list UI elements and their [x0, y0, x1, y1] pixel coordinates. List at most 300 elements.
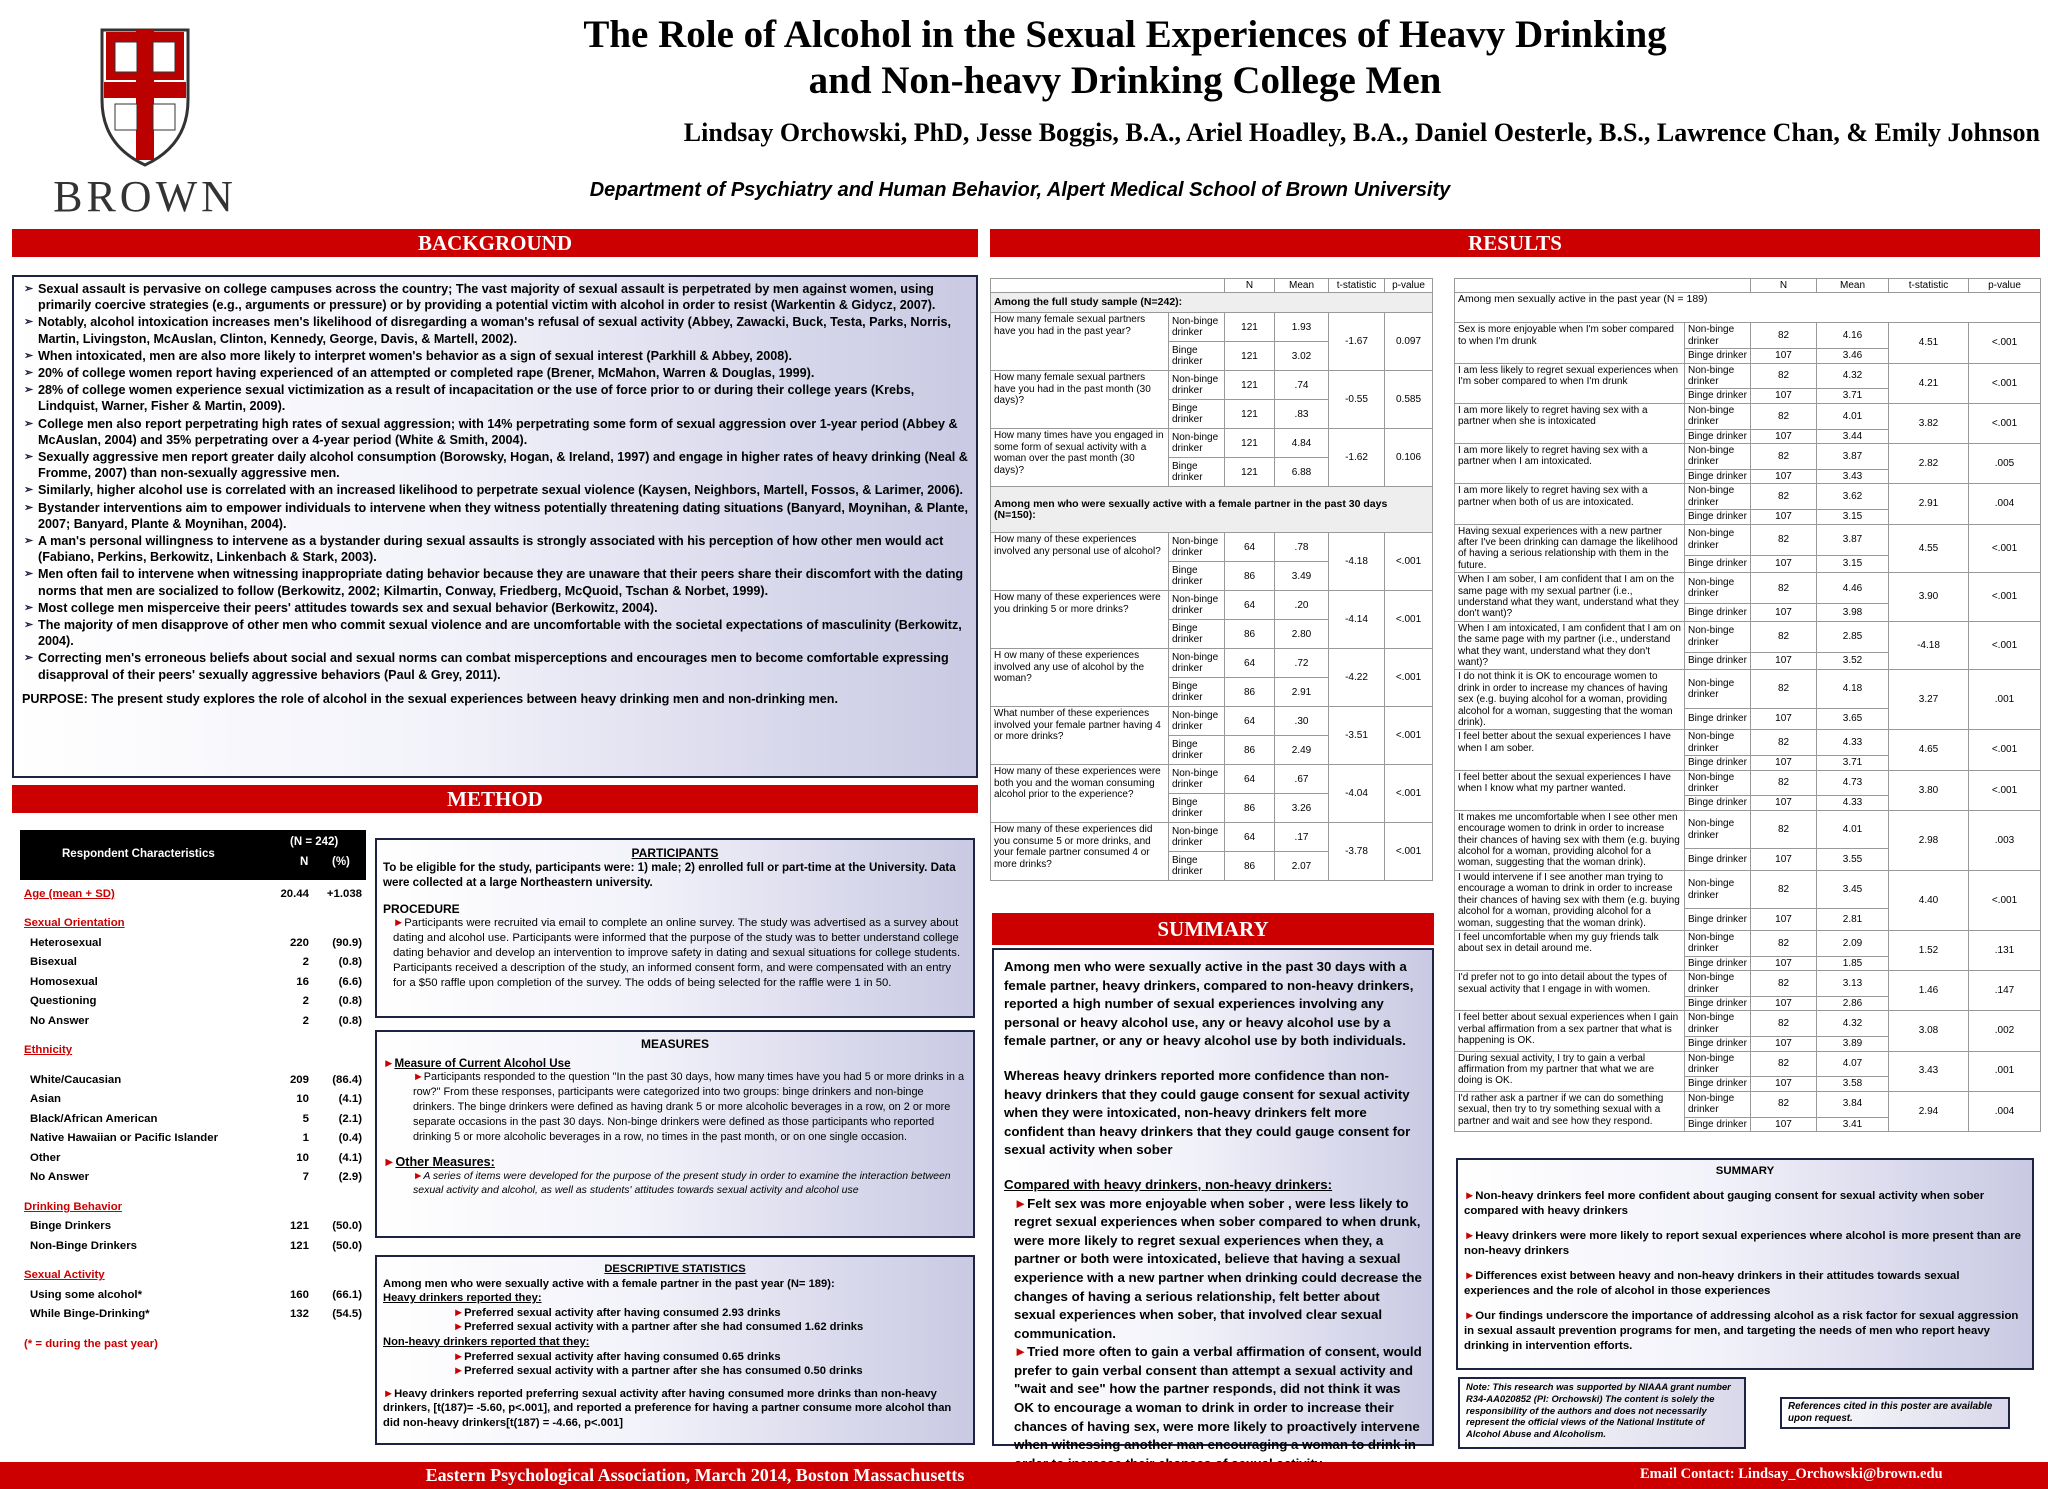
results-p: .001: [1969, 1051, 2041, 1091]
results-n: 82: [1751, 810, 1817, 849]
demo-section-heading: Drinking Behavior: [24, 1200, 123, 1213]
summary2-bullet-text: Differences exist between heavy and non-heavy drinkers in their attitudes towards sexual experiences and the role of alcohol in those experiences: [1464, 1270, 1960, 1297]
results-mean: 3.55: [1817, 849, 1889, 871]
results-mean: 4.01: [1817, 403, 1889, 429]
results-mean: 1.93: [1275, 313, 1329, 342]
results-p: .005: [1969, 444, 2041, 484]
demo-n: 1: [302, 1132, 309, 1145]
results-n: 82: [1751, 1091, 1817, 1117]
demo-label: No Answer: [30, 1014, 90, 1027]
results-t: 3.80: [1889, 770, 1969, 810]
results-t: -4.04: [1329, 765, 1385, 823]
results-mean: .30: [1275, 707, 1329, 736]
results-group: Binge drinker: [1685, 956, 1751, 970]
results-row: [1455, 363, 2041, 389]
background-panel: [12, 275, 978, 778]
demo-n: 160: [289, 1288, 309, 1301]
results-mean: 3.71: [1817, 389, 1889, 403]
demo-row: [20, 1256, 366, 1266]
results-mean: 2.80: [1275, 620, 1329, 649]
results-col-blank: [991, 279, 1225, 293]
results-p: <.001: [1969, 870, 2041, 930]
results-row: [991, 765, 1433, 794]
results-heading: RESULTS: [990, 229, 2040, 257]
measures-arrow-icon-3: ►: [383, 1155, 396, 1169]
results-question: I would intervene if I see another man trying to encourage a woman to drink in order to increase their chances of having sex with them (e.g. buying alcohol for a woman, providing alcohol for a woman, suggesting that the woman drink).: [1455, 870, 1685, 930]
measures-arrow-icon-2: ►: [413, 1071, 424, 1083]
background-bullet: ➢ Bystander interventions aim to empower individuals to intervene when they witness potentially threatening dating situations (Banyard, Moynihan, & Plante, 2007; Banyard, Plante & Moynihan, 2004).: [24, 500, 970, 532]
summary-arrow-icon-2: ►: [1014, 1344, 1028, 1360]
results-mean: 3.43: [1817, 469, 1889, 483]
results-p: 0.097: [1385, 313, 1433, 371]
demo-row: [20, 1109, 366, 1129]
measures-sub1: Measure of Current Alcohol Use: [394, 1057, 571, 1070]
results-n: 107: [1751, 1117, 1817, 1131]
results-mean: 2.85: [1817, 621, 1889, 652]
desc-item-text: Preferred sexual activity with a partner after she has consumed 0.50 drinks: [464, 1365, 863, 1378]
results-group: Binge drinker: [1685, 708, 1751, 730]
results-question: I feel uncomfortable when my guy friends talk about sex in detail around me.: [1455, 930, 1685, 970]
results-n: 86: [1225, 794, 1275, 823]
procedure-text: Participants were recruited via email to complete an online survey. The study was advertised as a survey about dating and alcohol use. Participants were informed that the purpose of the study was to better understand college dating behavior and develop an intervention to improve safety in dating and sexual situations for college students. Participants received a description of the study, an informed consent form, and were compensated with an entry for a $50 raffle upon completion of the survey. The odds of being selected for the raffle were 1 in 50.: [393, 917, 961, 989]
demo-pct: (50.0): [332, 1239, 362, 1252]
results-row: [1455, 323, 2041, 349]
results-t: 2.94: [1889, 1091, 1969, 1131]
results-n: 82: [1751, 363, 1817, 389]
demo-label: Age (mean + SD): [24, 887, 115, 900]
demo-section-heading: Sexual Orientation: [24, 917, 125, 930]
results-row: [1455, 444, 2041, 470]
desc-item: [453, 1350, 967, 1365]
summary-b1: Felt sex was more enjoyable when sober , were less likely to regret sexual experiences when sober compared to when drunk, were more likely to regret sexual experiences when they, a partner or both were intoxicated, believe that having a sexual experience with a new partner when drinking could decrease the changes of having a serious relationship, felt better about sexual experiences when sober, that involved clear sexual communication.: [1014, 1195, 1422, 1341]
results-row: [1455, 1011, 2041, 1037]
results-mean: 3.45: [1817, 870, 1889, 909]
results-question: How many of these experiences involved any personal use of alcohol?: [991, 533, 1169, 591]
results-p: .004: [1969, 484, 2041, 524]
results-mean: .17: [1275, 823, 1329, 852]
results-mean: .20: [1275, 591, 1329, 620]
results-group: Binge drinker: [1685, 796, 1751, 810]
results-mean: 4.01: [1817, 810, 1889, 849]
background-bullet: ➢ 20% of college women report having experienced of an attempted or completed rape (Brener, McMahon, Warren & Douglas, 1999).: [24, 365, 970, 381]
results-t: 3.43: [1889, 1051, 1969, 1091]
demo-section-heading: Ethnicity: [24, 1044, 73, 1057]
results-n: 82: [1751, 484, 1817, 510]
summary2-bullet: [1464, 1189, 2026, 1219]
results-row: [991, 371, 1433, 400]
measures-title: MEASURES: [640, 1037, 709, 1051]
results-mean: 3.13: [1817, 971, 1889, 997]
results-t: -4.18: [1329, 533, 1385, 591]
results-n: 107: [1751, 510, 1817, 524]
desc-nonheavy-list: [383, 1350, 967, 1379]
demographics-rows: [20, 884, 366, 1354]
results-group: Binge drinker: [1685, 555, 1751, 572]
summary2-bullet-text: Non-heavy drinkers feel more confident about gauging consent for sexual activity when sober compared with heavy drinkers: [1464, 1190, 1985, 1217]
demo-label: Homosexual: [30, 975, 98, 988]
background-bullet: ➢ Notably, alcohol intoxication increases men's likelihood of disregarding a woman's refusal of sexual activity (Abbey, Zawacki, Buck, Testa, Parks, Norris, Martin, Livingston, McAuslan, Clinton, Kennedy, George, Davis, & Martell, 2002).: [24, 314, 970, 346]
footer-center: Eastern Psychological Association, March 2014, Boston Massachusetts: [425, 1465, 965, 1485]
demo-row: [20, 1187, 366, 1197]
results-p: .004: [1969, 1091, 2041, 1131]
demo-n: 2: [302, 1014, 309, 1027]
demo-n: 16: [296, 975, 309, 988]
results-group: Binge drinker: [1685, 849, 1751, 871]
results-group: Non-binge drinker: [1685, 323, 1751, 349]
results-row: [1455, 484, 2041, 510]
results-group: Non-binge drinker: [1169, 313, 1225, 342]
results-mean: 2.91: [1275, 678, 1329, 707]
results-n: 107: [1751, 469, 1817, 483]
demo-row: [20, 992, 366, 1012]
results-left-table: [990, 278, 1433, 881]
demo-row: [20, 1148, 366, 1168]
footer-bar: [0, 1462, 2048, 1489]
results-n: 64: [1225, 533, 1275, 562]
demo-n: 2: [302, 956, 309, 969]
background-bullet: ➢ Correcting men's erroneous beliefs about social and sexual norms can combat misperceptions and encourages men to become comfortable expressing disapproval of their peers' sexually aggressive behaviors (Paul & Grey, 2011).: [24, 650, 970, 682]
results-mean: 3.15: [1817, 555, 1889, 572]
results-question: When I am sober, I am confident that I am on the same page with my sexual partner (i.e., understand what they want, understand what they don't want)?: [1455, 573, 1685, 622]
results-p: <.001: [1385, 707, 1433, 765]
results-group: Binge drinker: [1685, 469, 1751, 483]
demo-label: Heterosexual: [30, 936, 102, 949]
results-group: Non-binge drinker: [1169, 533, 1225, 562]
results-row: [1455, 971, 2041, 997]
results-mean: 4.18: [1817, 670, 1889, 709]
demographics-header: [20, 830, 366, 880]
results-group: Non-binge drinker: [1685, 403, 1751, 429]
results-section-row: [991, 487, 1433, 533]
demo-pct: (2.9): [338, 1171, 362, 1184]
results-p: .131: [1969, 930, 2041, 970]
summary2-bullet: [1464, 1269, 2026, 1299]
demo-row: [20, 1129, 366, 1149]
background-bullet: ➢ Most college men misperceive their peers' attitudes towards sex and sexual behavior (Berkowitz, 2004).: [24, 600, 970, 616]
results-group: Binge drinker: [1685, 756, 1751, 770]
results-n: 107: [1751, 604, 1817, 621]
results-mean: 3.15: [1817, 510, 1889, 524]
demo-n: 2: [302, 995, 309, 1008]
desc-item: [453, 1364, 967, 1379]
desc-conclusion: Heavy drinkers reported preferring sexual activity after having consumed more drinks than non-heavy drinkers, [t(187)= -5.60, p<.001], and reported a preference for having a partner consume more alcohol than did non-heavy drinkers[t(187) = -4.66, p<.001]: [383, 1387, 952, 1429]
results-p: .003: [1969, 810, 2041, 870]
results-row: [1455, 930, 2041, 956]
results-n: 86: [1225, 562, 1275, 591]
results-question: How many of these experiences did you consume 5 or more drinks, and your female partner consumed 4 or more drinks?: [991, 823, 1169, 881]
demo-row: [20, 1090, 366, 1110]
results-mean: 2.49: [1275, 736, 1329, 765]
results-group: Non-binge drinker: [1169, 765, 1225, 794]
demo-pct: +1.038: [326, 887, 362, 900]
results-n: 64: [1225, 707, 1275, 736]
demo-n: 5: [302, 1112, 309, 1125]
results-question: During sexual activity, I try to gain a verbal affirmation from my partner that what we are doing is OK.: [1455, 1051, 1685, 1091]
results-col-label: N: [1751, 279, 1817, 293]
results-group: Binge drinker: [1169, 342, 1225, 371]
results-question: I'd prefer not to go into detail about the types of sexual activity that I engage in with women.: [1455, 971, 1685, 1011]
department: Department of Psychiatry and Human Behavior, Alpert Medical School of Brown University: [589, 179, 1451, 201]
results-n: 82: [1751, 524, 1817, 555]
results-n: 107: [1751, 909, 1817, 931]
results-group: Binge drinker: [1685, 389, 1751, 403]
results-row: [991, 429, 1433, 458]
results-t: 4.21: [1889, 363, 1969, 403]
background-bullet: ➢ The majority of men disapprove of other men who commit sexual violence and are uncomfortable with the societal expectations of masculinity (Berkowitz, 2004).: [24, 617, 970, 649]
results-p: <.001: [1969, 770, 2041, 810]
results-question: I am more likely to regret having sex with a partner when both of us are intoxicated.: [1455, 484, 1685, 524]
results-mean: 3.87: [1817, 444, 1889, 470]
results-col-label: Mean: [1275, 279, 1329, 293]
results-left-table-wrap: [990, 278, 1432, 881]
results-mean: 3.52: [1817, 652, 1889, 669]
results-group: Binge drinker: [1685, 349, 1751, 363]
results-mean: 4.33: [1817, 730, 1889, 756]
results-mean: 3.89: [1817, 1037, 1889, 1051]
demo-note: (* = during the past year): [24, 1337, 158, 1350]
desc-item: [453, 1306, 967, 1321]
results-group: Binge drinker: [1169, 620, 1225, 649]
background-bullet: ➢ Similarly, higher alcohol use is correlated with an increased likelihood to perpetrate sexual violence (Kaysen, Neighbors, Martell, Fossos, & Larimer, 2006).: [24, 482, 970, 498]
results-group: Binge drinker: [1685, 652, 1751, 669]
results-mean: 4.32: [1817, 363, 1889, 389]
desc-item: [453, 1320, 967, 1335]
results-p: 0.106: [1385, 429, 1433, 487]
results-t: 2.82: [1889, 444, 1969, 484]
summary2-title: SUMMARY: [1715, 1165, 1775, 1177]
results-right-table-wrap: [1454, 278, 2040, 1132]
results-col-header: [991, 279, 1433, 293]
results-p: .001: [1969, 670, 2041, 730]
results-row: [991, 823, 1433, 852]
demo-row: [20, 1266, 366, 1286]
demo-pct: (86.4): [332, 1073, 362, 1086]
results-mean: 2.07: [1275, 852, 1329, 881]
background-bullet: ➢ When intoxicated, men are also more likely to interpret women's behavior as a sign of sexual interest (Parkhill & Abbey, 2008).: [24, 348, 970, 364]
results-n: 107: [1751, 996, 1817, 1010]
measures-text1: Participants responded to the question "In the past 30 days, how many times have you had 5 or more drinks in a row?" From these responses, participants were categorized into two groups: binge drinkers and non-binge drinkers. The binge drinkers were defined as having drank 5 or more alcoholic beverages in a row, on 2 or more separate occasions in the past 30 days. Non-binge drinkers were defined as those participants who reported drinking 5 or more alcoholic beverages in a row, no times in the past month, or on one single occasion.: [413, 1071, 965, 1143]
results-p: <.001: [1969, 573, 2041, 622]
results-p: <.001: [1385, 533, 1433, 591]
results-n: 107: [1751, 756, 1817, 770]
demo-n: 132: [289, 1308, 309, 1321]
grant-note: [1458, 1377, 1746, 1449]
results-n: 82: [1751, 1011, 1817, 1037]
desc-item-arrow-icon: ►: [453, 1350, 465, 1363]
demo-pct: (0.8): [338, 956, 362, 969]
results-group: Non-binge drinker: [1685, 524, 1751, 555]
demo-row: [20, 972, 366, 992]
summary2-bullets: [1464, 1189, 2026, 1354]
results-mean: 4.46: [1817, 573, 1889, 604]
results-p: <.001: [1385, 591, 1433, 649]
results-n: 82: [1751, 930, 1817, 956]
summary-p2: Whereas heavy drinkers reported more confidence than non-heavy drinkers that they could gauge consent for sexual activity when they were intoxicated, non-heavy drinkers felt more confident than heavy drinkers that they could gauge consent for sexual activity when sober: [1004, 1067, 1411, 1158]
results-n: 121: [1225, 400, 1275, 429]
summary2-panel: [1456, 1158, 2034, 1370]
results-mean: 4.07: [1817, 1051, 1889, 1077]
results-group: Non-binge drinker: [1685, 573, 1751, 604]
results-n: 64: [1225, 649, 1275, 678]
results-n: 107: [1751, 708, 1817, 730]
results-t: -4.18: [1889, 621, 1969, 670]
results-n: 121: [1225, 458, 1275, 487]
results-p: <.001: [1385, 765, 1433, 823]
results-mean: .67: [1275, 765, 1329, 794]
results-p: <.001: [1969, 363, 2041, 403]
results-mean: 2.09: [1817, 930, 1889, 956]
summary-b2: Tried more often to gain a verbal affirmation of consent, would prefer to gain verbal consent than attempt a sexual activity and "wait and see" how the partner responds, did not think it was OK to encourage a woman to drink in order to increase their chances of having sex, were more likely to proactively intervene when witnessing another man encouraging a woman to drink in: [1014, 1344, 1422, 1453]
authors: Lindsay Orchowski, PhD, Jesse Boggis, B.A., Ariel Hoadley, B.A., Daniel Oesterle, B.S., Lawrence Chan, & Emily Johnson: [683, 118, 2040, 147]
results-row: [991, 649, 1433, 678]
results-group: Binge drinker: [1685, 996, 1751, 1010]
results-n: 86: [1225, 852, 1275, 881]
results-mean: 4.84: [1275, 429, 1329, 458]
results-mean: 3.84: [1817, 1091, 1889, 1117]
results-group: Non-binge drinker: [1169, 591, 1225, 620]
results-col-label: Mean: [1817, 279, 1889, 293]
desc-heavy-list: [383, 1306, 967, 1335]
results-t: 4.55: [1889, 524, 1969, 573]
results-question: How many times have you engaged in some form of sexual activity with a woman over the past month (30 days)?: [991, 429, 1169, 487]
desc-item-text: Preferred sexual activity with a partner after she had consumed 1.62 drinks: [464, 1321, 864, 1334]
results-t: 3.08: [1889, 1011, 1969, 1051]
participants-title: PARTICIPANTS: [631, 846, 719, 860]
results-group: Non-binge drinker: [1685, 363, 1751, 389]
brown-logo: [40, 20, 250, 221]
desc-item-text: Preferred sexual activity after having consumed 2.93 drinks: [464, 1306, 781, 1319]
demo-spacer: [20, 1187, 366, 1197]
demo-row: [20, 904, 366, 914]
results-row: [1455, 1091, 2041, 1117]
results-group: Non-binge drinker: [1169, 707, 1225, 736]
results-row: [991, 313, 1433, 342]
results-n: 86: [1225, 736, 1275, 765]
poster-title-line1: The Role of Alcohol in the Sexual Experiences of Heavy Drinking: [583, 13, 1667, 56]
demo-row: [20, 914, 366, 934]
results-group: Non-binge drinker: [1169, 823, 1225, 852]
results-group: Non-binge drinker: [1169, 649, 1225, 678]
demo-spacer: [20, 1060, 366, 1070]
results-t: 3.27: [1889, 670, 1969, 730]
results-group: Binge drinker: [1685, 429, 1751, 443]
results-question: Having sexual experiences with a new partner after I've been drinking can damage the likelihood of having a serious relationship with them in the future.: [1455, 524, 1685, 573]
results-group: Non-binge drinker: [1685, 870, 1751, 909]
results-group: Binge drinker: [1685, 1117, 1751, 1131]
results-mean: 3.44: [1817, 429, 1889, 443]
results-group: Binge drinker: [1169, 400, 1225, 429]
results-row: [1455, 621, 2041, 652]
results-n: 82: [1751, 971, 1817, 997]
measures-arrow-icon-4: ►: [413, 1170, 424, 1182]
results-t: 3.90: [1889, 573, 1969, 622]
demo-n: 10: [296, 1151, 309, 1164]
results-col-label: N: [1225, 279, 1275, 293]
results-mean: 3.58: [1817, 1077, 1889, 1091]
results-mean: 3.49: [1275, 562, 1329, 591]
background-bullet: ➢ College men also report perpetrating high rates of sexual aggression; with 14% perpetrating some form of sexual aggression over 1-year period (Abbey & McAuslan, 2004) and 35% perpetrating over a 4-year period (White & Smith, 2004).: [24, 416, 970, 448]
summary2-arrow-icon: ►: [1464, 1190, 1476, 1202]
summary2-bullet: [1464, 1229, 2026, 1259]
desc-title: DESCRIPTIVE STATISTICS: [604, 1263, 746, 1275]
results-t: -1.62: [1329, 429, 1385, 487]
results-t: -3.51: [1329, 707, 1385, 765]
results-mean: 2.86: [1817, 996, 1889, 1010]
results-group: Non-binge drinker: [1685, 971, 1751, 997]
results-t: -1.67: [1329, 313, 1385, 371]
demo-spacer: [20, 1031, 366, 1041]
desc-item-text: Preferred sexual activity after having consumed 0.65 drinks: [464, 1350, 781, 1363]
results-mean: 3.41: [1817, 1117, 1889, 1131]
demo-label: White/Caucasian: [30, 1073, 122, 1086]
demo-pct: (4.1): [338, 1093, 362, 1106]
results-section-title: Among men sexually active in the past year (N = 189): [1455, 293, 2041, 323]
summary-p1: Among men who were sexually active in the past 30 days with a female partner, heavy drinkers, compared to non-heavy drinkers, reported a high number of sexual experiences involving any personal or heavy alcohol use, any or heavy alcohol use by a female partner, or any or heavy alcohol use by both individuals.: [1004, 959, 1414, 1049]
results-t: 2.98: [1889, 810, 1969, 870]
demo-spacer: [20, 1324, 366, 1334]
summary-heading: SUMMARY: [992, 913, 1434, 945]
results-n: 107: [1751, 1037, 1817, 1051]
demo-n: 220: [289, 936, 309, 949]
results-n: 82: [1751, 403, 1817, 429]
background-bullet: ➢ Sexual assault is pervasive on college campuses across the country; The vast majority of sexual assault is perpetrated by men against women, using primarily coercive strategies (e.g., arguments or pressure) or by providing a potential victim with alcohol in order to resist (Warkentin & Gidycz, 2007).: [24, 281, 970, 313]
results-t: -0.55: [1329, 371, 1385, 429]
results-mean: 3.98: [1817, 604, 1889, 621]
results-row: [1455, 524, 2041, 555]
poster-title-line2: and Non-heavy Drinking College Men: [808, 59, 1442, 102]
demo-n: 20.44: [280, 887, 309, 900]
summary2-bullet-text: Heavy drinkers were more likely to report sexual experiences where alcohol is more present than are non-heavy drinkers: [1464, 1230, 2022, 1257]
grant-note-text: Note: This research was supported by NIAAA grant number R34-AA020852 (PI: Orchowski) The content is solely the responsibility of the authors and does not necessarily represent the official views of the National Institute of Alcohol Abuse and Alcoholism.: [1466, 1381, 1731, 1440]
results-group: Non-binge drinker: [1169, 429, 1225, 458]
results-group: Non-binge drinker: [1685, 770, 1751, 796]
results-p: <.001: [1969, 621, 2041, 670]
results-col-label: t-statistic: [1889, 279, 1969, 293]
demo-label: Black/African American: [30, 1112, 158, 1125]
results-n: 107: [1751, 956, 1817, 970]
results-p: 0.585: [1385, 371, 1433, 429]
results-n: 107: [1751, 1077, 1817, 1091]
background-bullets: [14, 281, 976, 683]
purpose-text: PURPOSE: The present study explores the role of alcohol in the sexual experiences between heavy drinking men and non-drinking men.: [22, 691, 838, 706]
results-p: <.001: [1969, 323, 2041, 363]
results-col-label: p-value: [1969, 279, 2041, 293]
demo-row: [20, 933, 366, 953]
results-group: Binge drinker: [1685, 1037, 1751, 1051]
demo-row: [20, 1305, 366, 1325]
results-row: [1455, 770, 2041, 796]
results-group: Binge drinker: [1169, 852, 1225, 881]
results-col-blank: [1455, 279, 1751, 293]
results-n: 86: [1225, 620, 1275, 649]
participants-panel: [375, 838, 975, 1018]
results-t: 1.52: [1889, 930, 1969, 970]
results-n: 64: [1225, 823, 1275, 852]
measures-arrow-icon-1: ►: [383, 1057, 395, 1070]
demo-label: Using some alcohol*: [30, 1288, 143, 1301]
results-mean: 1.85: [1817, 956, 1889, 970]
results-mean: 3.87: [1817, 524, 1889, 555]
demo-label: No Answer: [30, 1171, 90, 1184]
results-t: 1.46: [1889, 971, 1969, 1011]
results-mean: 3.26: [1275, 794, 1329, 823]
demo-row: [20, 1060, 366, 1070]
demo-pct: (6.6): [338, 975, 362, 988]
results-row: [991, 707, 1433, 736]
results-group: Non-binge drinker: [1685, 810, 1751, 849]
results-mean: 4.73: [1817, 770, 1889, 796]
demo-label: While Binge-Drinking*: [30, 1308, 150, 1321]
